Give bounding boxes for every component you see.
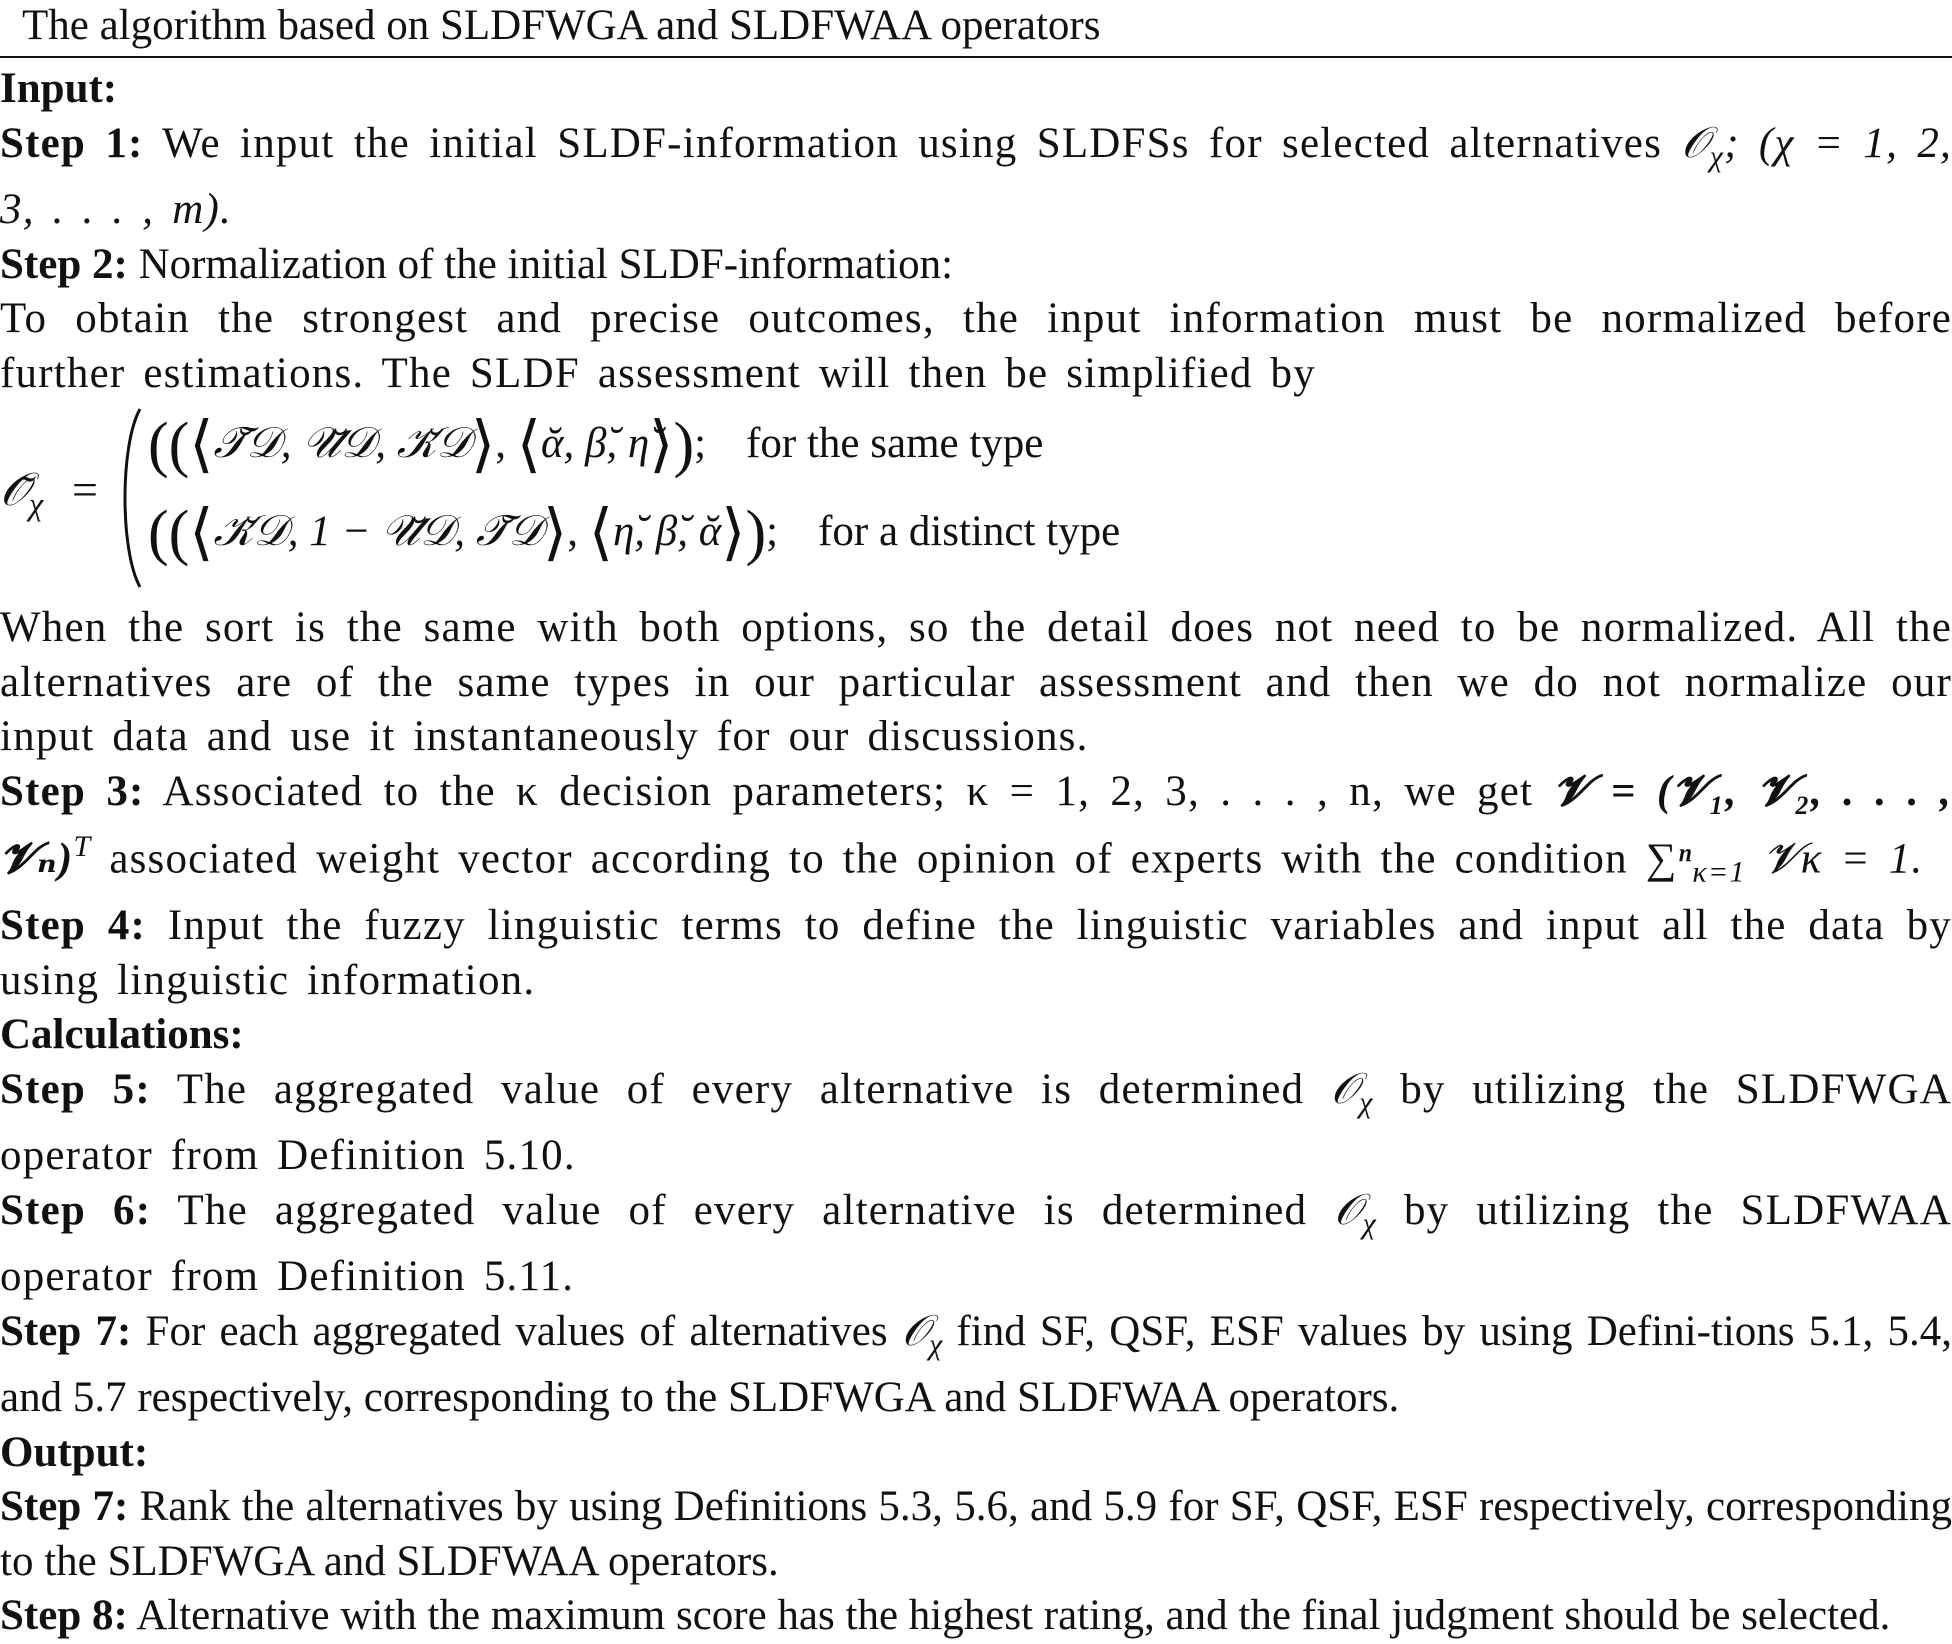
step-5-symbol: 𝒪 bbox=[1330, 1065, 1360, 1113]
step-2-text: Normalization of the initial SLDF-information: bbox=[127, 240, 954, 288]
step-7-find bbox=[0, 1305, 1952, 1426]
normalization-equation bbox=[0, 405, 1952, 601]
equation-left-paren bbox=[116, 405, 144, 591]
step-2-body: To obtain the strongest and precise outcomes, the input information must be normalized before further estimations. The SLDF assessment will then be simplified by bbox=[0, 295, 1952, 397]
step-1-label: Step 1: bbox=[0, 119, 144, 167]
step-5-subscript: χ bbox=[1359, 1084, 1374, 1119]
step-3 bbox=[0, 765, 1952, 900]
step-6-symbol: 𝒪 bbox=[1334, 1186, 1363, 1234]
algorithm-body bbox=[0, 62, 1952, 1644]
step-6-label: Step 6: bbox=[0, 1186, 152, 1234]
step-6 bbox=[0, 1184, 1952, 1305]
equation-lhs: $𝒪̃_\chi$ bbox=[0, 464, 44, 522]
section-output: Output: bbox=[0, 1428, 149, 1476]
equation-row-same-type: ((⟨𝒯̆𝒟, 𝒰̆𝒟, 𝒦̆𝒟⟩, ⟨ᾰ, β̆, η̆⟩); for the same type bbox=[148, 411, 1044, 480]
step-8-label: Step 8: bbox=[0, 1592, 128, 1640]
step-2-after: When the sort is the same with both options, so the detail does not need to be normalized. All the alternatives are of the same types in our particular assessment and then we do not normalize our input data and use it instantaneously for our discussions. bbox=[0, 604, 1952, 761]
step-3-sum: ∑ⁿ bbox=[1645, 835, 1693, 883]
step-2 bbox=[0, 238, 1952, 293]
step-7-rank-label: Step 7: bbox=[0, 1483, 129, 1531]
section-input: Input: bbox=[0, 65, 118, 112]
step-5-text-b: by utilizing the SLDFWGA operator from Definition 5.10. bbox=[0, 1065, 1952, 1180]
step-6-text-b: by utilizing the SLDFWAA operator from Definition 5.11. bbox=[0, 1186, 1952, 1301]
step-8-text: Alternative with the maximum score has the highest rating, and the final judgment should be selected. bbox=[127, 1592, 1891, 1640]
step-6-text-a: The aggregated value of every alternative is determined bbox=[151, 1186, 1335, 1234]
step-4-label: Step 4: bbox=[0, 902, 147, 950]
step-4-text: Input the fuzzy linguistic terms to define the linguistic variables and input all the data by using linguistic information. bbox=[0, 902, 1952, 1004]
step-2-label: Step 2: bbox=[0, 240, 128, 288]
step-1-subscript: χ bbox=[1709, 138, 1725, 173]
step-7-find-text-b: find SF, QSF, ESF values by using Defini-tions 5.1, 5.4, and 5.7 respectively, corresponding to the SLDFWGA and SLDFWAA operators. bbox=[0, 1307, 1952, 1422]
equation-equals: = bbox=[72, 464, 98, 516]
title-rule bbox=[0, 56, 1952, 58]
step-7-symbol: 𝒪 bbox=[901, 1307, 929, 1355]
step-3-label: Step 3: bbox=[0, 767, 145, 815]
section-calculations: Calculations: bbox=[0, 1011, 244, 1059]
step-3-sum-tail: 𝓥κ = 1. bbox=[1745, 835, 1924, 883]
step-7-rank-text: Rank the alternatives by using Definitions 5.3, 5.6, and 5.9 for SF, QSF, ESF respectively, corresponding to the SLDFWGA and SLDFWAA operators. bbox=[0, 1483, 1952, 1585]
step-5-label: Step 5: bbox=[0, 1065, 151, 1113]
step-3-text-a: Associated to the κ decision parameters; κ = 1, 2, 3, . . . , n, we get bbox=[144, 767, 1554, 815]
step-3-sum-index: κ=1 bbox=[1692, 854, 1746, 889]
step-1-tail: ; (χ = 1, 2, 3, . . . , m). bbox=[0, 119, 1952, 234]
step-3-vector: 𝓥 = (𝓥₁, 𝓥₂, . . . , 𝓥ₙ) bbox=[0, 767, 1952, 883]
step-5 bbox=[0, 1063, 1952, 1184]
step-7-rank bbox=[0, 1480, 1952, 1589]
step-8 bbox=[0, 1589, 1952, 1644]
step-3-transpose: T bbox=[73, 829, 92, 864]
step-5-text-a: The aggregated value of every alternative is determined bbox=[150, 1065, 1331, 1113]
step-1-text: We input the initial SLDF-information using SLDFSs for selected alternatives bbox=[143, 119, 1682, 167]
step-7-subscript: χ bbox=[928, 1326, 943, 1361]
step-4 bbox=[0, 899, 1952, 1008]
step-7-find-label: Step 7: bbox=[0, 1307, 132, 1355]
step-1 bbox=[0, 117, 1952, 238]
algorithm-title: The algorithm based on SLDFWGA and SLDFWAA operators bbox=[22, 2, 1101, 49]
equation-row-distinct-type: ((⟨𝒦̆𝒟, 1 − 𝒰̆𝒟, 𝒯̆𝒟⟩, ⟨η̆, β̆, ᾰ⟩); for a distinct type bbox=[148, 499, 1121, 568]
step-1-symbol: 𝒪 bbox=[1681, 119, 1710, 167]
step-6-subscript: χ bbox=[1362, 1205, 1377, 1240]
step-7-find-text-a: For each aggregated values of alternatives bbox=[131, 1307, 902, 1355]
step-3-text-b: associated weight vector according to the opinion of experts with the condition bbox=[91, 835, 1646, 883]
